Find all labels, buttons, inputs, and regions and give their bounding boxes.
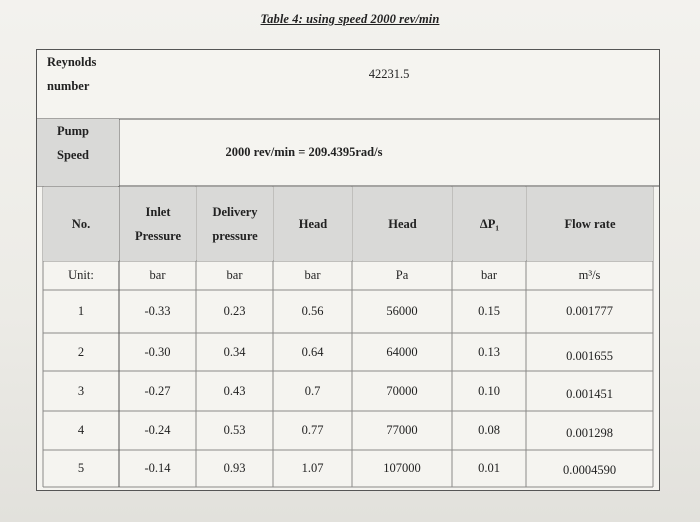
- results-table: [36, 49, 660, 491]
- col-header-head-bar: Head: [274, 187, 352, 261]
- col-header-head-pa: Head: [353, 187, 452, 261]
- cell-no: 3: [77, 383, 85, 398]
- unit-flow-rate: m³/s: [578, 268, 601, 282]
- cell-delta-p: 0.15: [478, 304, 500, 318]
- unit-head-pa: Pa: [395, 268, 409, 282]
- cell-head-bar: 0.64: [301, 344, 324, 359]
- cell-delivery: 0.34: [223, 344, 246, 359]
- reynolds-label-line1: Reynolds: [47, 55, 97, 69]
- col-header-inlet-line2: Pressure: [134, 229, 182, 243]
- cell-head-pa: 64000: [386, 344, 418, 359]
- cell-inlet: -0.30: [144, 344, 171, 359]
- cell-head-bar: 0.7: [304, 383, 321, 398]
- col-header-flow-rate: Flow rate: [527, 187, 653, 261]
- cell-flow-rate: 0.001298: [566, 426, 613, 440]
- cell-head-pa: 77000: [386, 423, 418, 437]
- reynolds-label-line2: number: [47, 79, 90, 93]
- pump-speed-value: 2000 rev/min = 209.4395rad/s: [225, 145, 383, 159]
- cell-flow-rate: 0.001655: [566, 348, 613, 363]
- unit-label: Unit:: [68, 268, 94, 282]
- unit-inlet: bar: [149, 268, 166, 282]
- cell-delta-p: 0.01: [478, 461, 500, 475]
- pump-speed-label-line1: Pump: [57, 124, 89, 138]
- col-header-inlet: [120, 187, 196, 261]
- cell-delivery: 0.23: [223, 304, 246, 318]
- cell-head-pa: 107000: [383, 461, 421, 475]
- unit-head-bar: bar: [304, 268, 321, 282]
- col-header-delivery: [197, 187, 273, 261]
- cell-head-bar: 0.77: [301, 423, 324, 437]
- cell-no: 2: [77, 344, 85, 359]
- col-header-delivery-line1: Delivery: [212, 205, 258, 219]
- cell-delivery: 0.93: [223, 461, 246, 475]
- cell-delivery: 0.43: [223, 383, 246, 398]
- cell-delta-p: 0.08: [478, 423, 500, 437]
- cell-inlet: -0.24: [144, 423, 171, 437]
- col-header-no: No.: [43, 187, 119, 261]
- cell-flow-rate: 0.0004590: [562, 463, 617, 477]
- unit-delta-p: bar: [481, 268, 497, 282]
- cell-inlet: -0.27: [144, 383, 171, 398]
- cell-no: 4: [77, 423, 85, 437]
- cell-head-bar: 1.07: [301, 461, 324, 475]
- pump-speed-label: [37, 119, 119, 186]
- cell-delivery: 0.53: [223, 423, 246, 437]
- cell-flow-rate: 0.001777: [566, 304, 613, 318]
- pump-speed-label-line2: Speed: [57, 148, 89, 162]
- cell-head-bar: 0.56: [301, 304, 324, 318]
- cell-delta-p: 0.13: [478, 344, 500, 359]
- cell-no: 1: [77, 304, 85, 318]
- reynolds-value: 42231.5: [368, 66, 410, 81]
- reynolds-label: [37, 50, 119, 119]
- col-header-inlet-line1: Inlet: [145, 205, 171, 219]
- cell-no: 5: [77, 461, 85, 475]
- cell-delta-p: 0.10: [478, 383, 500, 398]
- cell-head-pa: 56000: [386, 304, 418, 318]
- col-header-delta-p: ΔP₁: [453, 187, 526, 261]
- unit-delivery: bar: [226, 268, 243, 282]
- cell-head-pa: 70000: [386, 383, 418, 398]
- cell-inlet: -0.33: [144, 304, 171, 318]
- cell-flow-rate: 0.001451: [566, 386, 613, 401]
- col-header-delivery-line2: pressure: [212, 229, 258, 243]
- table-caption: Table 4: using speed 2000 rev/min: [260, 12, 440, 26]
- cell-inlet: -0.14: [144, 461, 171, 475]
